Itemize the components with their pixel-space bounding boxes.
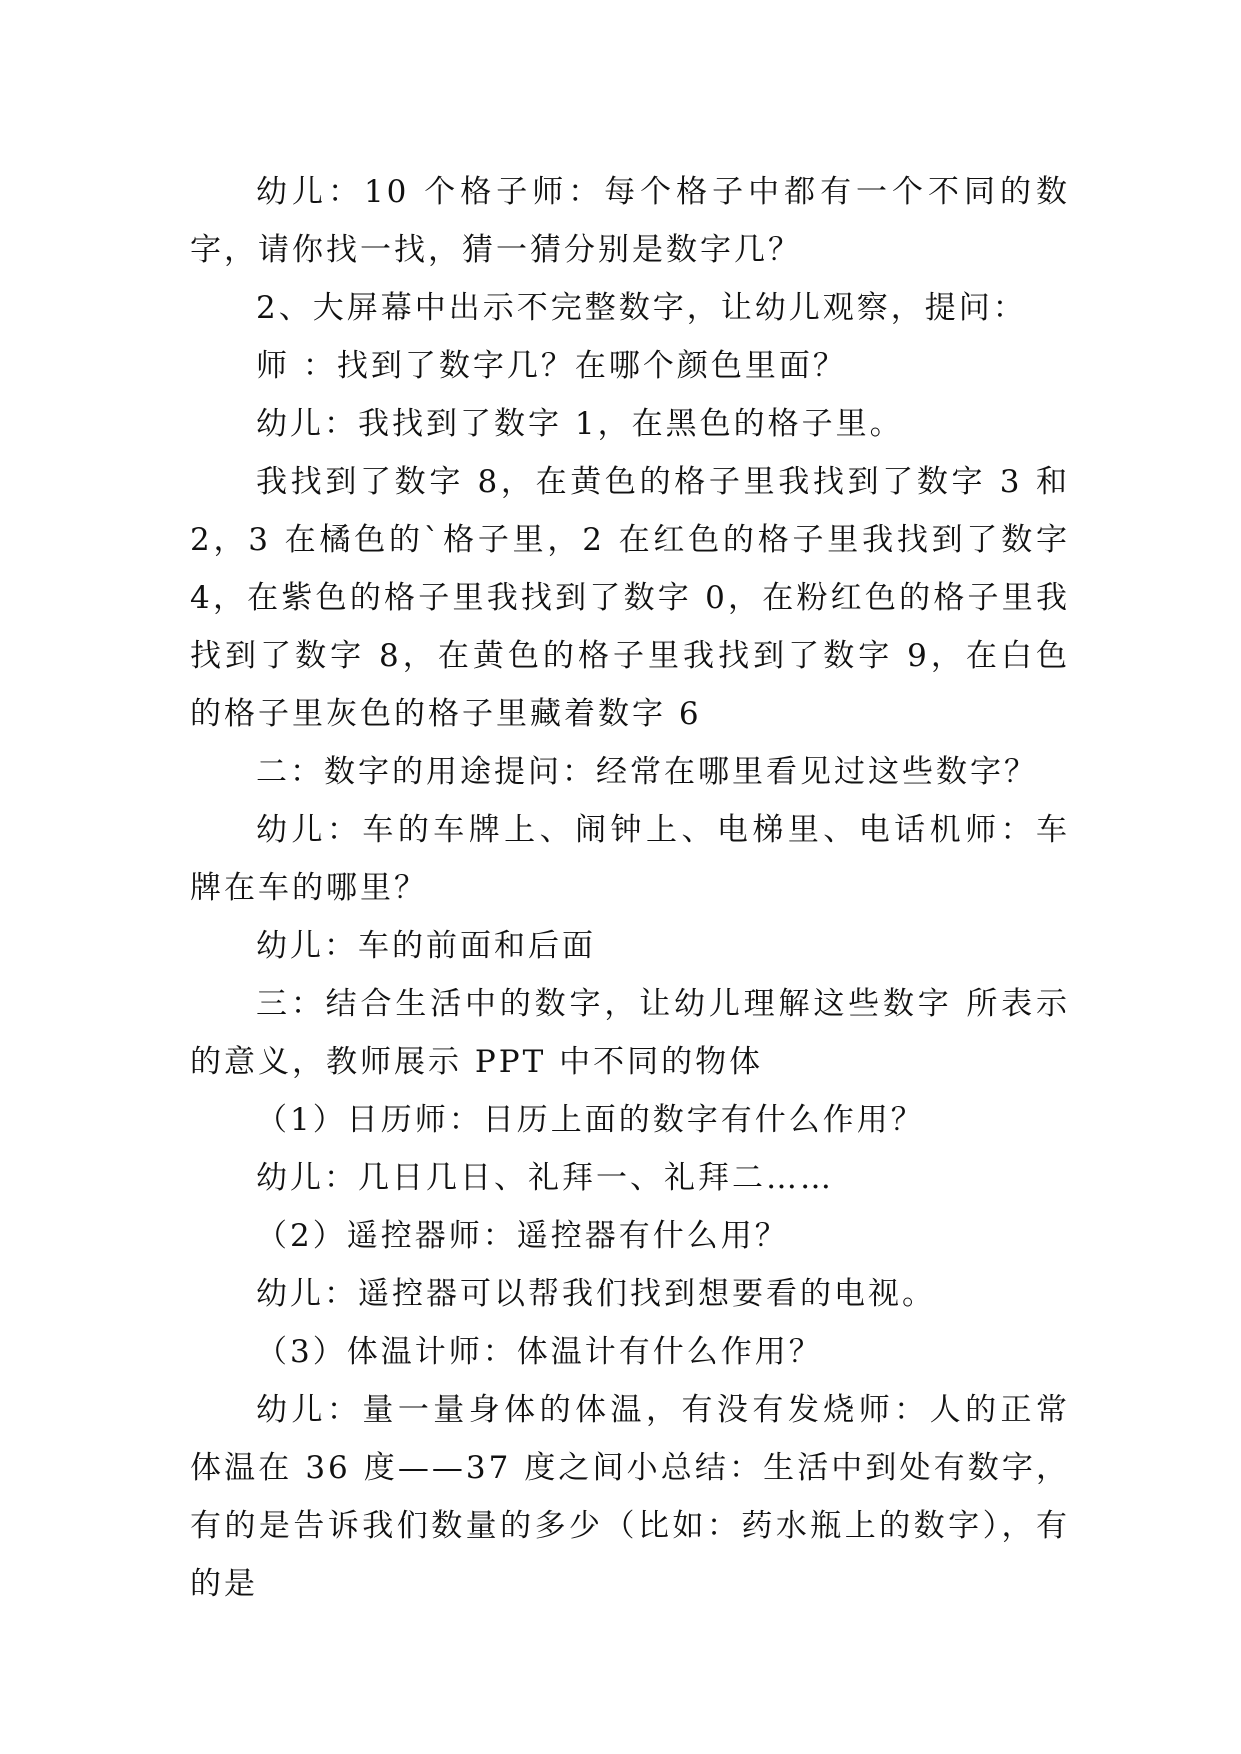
paragraph-10: （1）日历师：日历上面的数字有什么作用？	[256, 1102, 925, 1138]
document-body	[190, 163, 1070, 1613]
paragraph-8: 幼儿：车的前面和后面	[256, 928, 596, 964]
paragraph-13: 幼儿：遥控器可以帮我们找到想要看的电视。	[256, 1276, 936, 1312]
paragraph-9: 三：结合生活中的数字，让幼儿理解这些数字 所表示的意义，教师展示 PPT 中不同的物体	[190, 986, 1070, 1080]
paragraph-14: （3）体温计师：体温计有什么作用？	[256, 1334, 823, 1370]
paragraph-2: 2、大屏幕中出示不完整数字，让幼儿观察，提问：	[256, 290, 1027, 326]
paragraph-15: 幼儿：量一量身体的体温，有没有发烧师：人的正常体温在 36 度——37 度之间小总结：生活中到处有数字，有的是告诉我们数量的多少（比如：药水瓶上的数字），有的是	[190, 1392, 1070, 1602]
paragraph-5: 我找到了数字 8，在黄色的格子里我找到了数字 3 和 2，3 在橘色的`格子里，2 在红色的格子里我找到了数字 4，在紫色的格子里我找到了数字 0，在粉红色的格子里我找到了数字 8，在黄色的格子里我找到了数字 9，在白色的格子里灰色的格子里藏着数字 6	[190, 464, 1070, 732]
paragraph-4: 幼儿：我找到了数字 1，在黑色的格子里。	[256, 406, 904, 442]
paragraph-3: 师 ：找到了数字几？在哪个颜色里面？	[256, 348, 847, 384]
paragraph-6: 二：数字的用途提问：经常在哪里看见过这些数字？	[256, 754, 1038, 790]
paragraph-1: 幼儿：10 个格子师：每个格子中都有一个不同的数字，请你找一找，猜一猜分别是数字几？	[190, 174, 1070, 268]
paragraph-11: 幼儿：几日几日、礼拜一、礼拜二……	[256, 1160, 834, 1196]
paragraph-12: （2）遥控器师：遥控器有什么用？	[256, 1218, 789, 1254]
paragraph-7: 幼儿：车的车牌上、闹钟上、电梯里、电话机师：车牌在车的哪里？	[190, 812, 1070, 906]
